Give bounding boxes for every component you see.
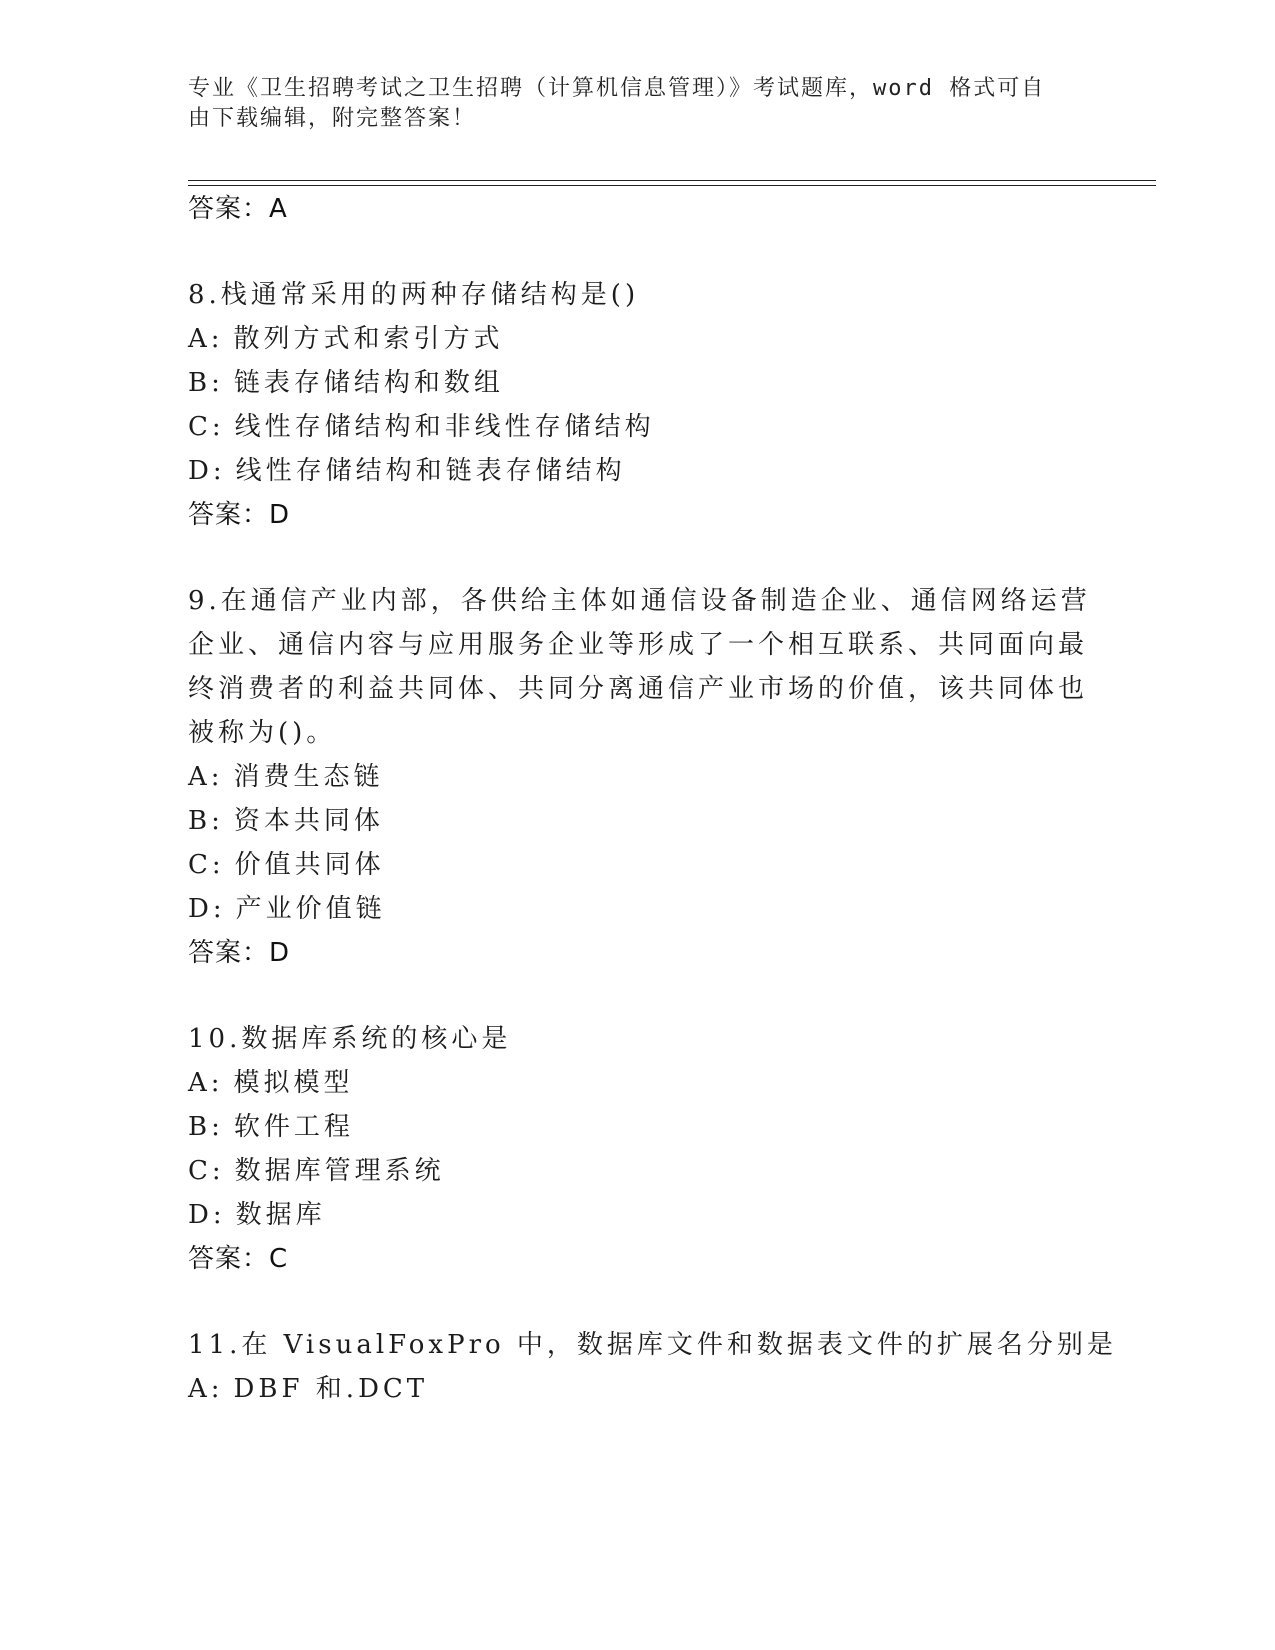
question-9-stem-line-3: 终消费者的利益共同体、共同分离通信产业市场的价值，该共同体也: [188, 674, 1089, 704]
option-label: A:: [188, 762, 224, 792]
option-label: A:: [188, 1068, 224, 1098]
question-11-stem: 11.在 VisualFoxPro 中，数据库文件和数据表文件的扩展名分别是: [188, 1330, 1117, 1360]
question-11-option-a: [188, 1368, 428, 1405]
option-text: 资本共同体: [233, 806, 384, 836]
option-text: 数据库管理系统: [234, 1156, 445, 1186]
question-10-option-b: [188, 1106, 354, 1143]
answer-q7: 答案：A: [188, 194, 288, 224]
option-label: D:: [188, 1200, 226, 1230]
question-8-stem: 8.栈通常采用的两种存储结构是(): [188, 280, 640, 310]
option-text: 线性存储结构和非线性存储结构: [234, 412, 655, 442]
header-rule-top: [188, 180, 1156, 181]
option-text: 线性存储结构和链表存储结构: [235, 456, 626, 486]
header-rule-bottom: [188, 185, 1156, 186]
question-8-option-b: [188, 362, 504, 399]
question-10-stem: 10.数据库系统的核心是: [188, 1024, 512, 1054]
option-label: B:: [188, 368, 224, 398]
option-label: A:: [188, 324, 224, 354]
option-label: C:: [188, 412, 225, 442]
question-8-option-d: [188, 450, 626, 487]
option-text: 数据库: [235, 1200, 326, 1230]
answer-q10: 答案：C: [188, 1244, 289, 1274]
option-label: A:: [188, 1374, 224, 1404]
option-label: B:: [188, 1112, 224, 1142]
option-label: C:: [188, 850, 225, 880]
question-8-option-c: [188, 406, 655, 443]
option-text: DBF 和.DCT: [233, 1374, 429, 1404]
question-10-option-c: [188, 1150, 445, 1187]
option-label: D:: [188, 894, 226, 924]
question-9-stem-line-1: 9.在通信产业内部，各供给主体如通信设备制造企业、通信网络运营: [188, 586, 1091, 616]
option-text: 软件工程: [233, 1112, 354, 1142]
question-9-option-b: [188, 800, 384, 837]
document-header: [188, 74, 1068, 134]
option-text: 链表存储结构和数组: [233, 368, 504, 398]
question-10-option-a: [188, 1062, 354, 1099]
question-9-option-d: [188, 888, 386, 925]
option-label: C:: [188, 1156, 225, 1186]
header-line-2: 由下载编辑，附完整答案！: [188, 106, 477, 131]
answer-q8: 答案：D: [188, 500, 291, 530]
question-10-option-d: [188, 1194, 326, 1231]
option-label: D:: [188, 456, 226, 486]
question-8-option-a: [188, 318, 504, 355]
question-9-option-a: [188, 756, 384, 793]
header-line-1: 专业《卫生招聘考试之卫生招聘（计算机信息管理）》考试题库，word 格式可自: [188, 76, 1046, 101]
option-text: 模拟模型: [233, 1068, 354, 1098]
option-text: 价值共同体: [234, 850, 385, 880]
answer-q9: 答案：D: [188, 938, 291, 968]
option-text: 产业价值链: [235, 894, 386, 924]
option-text: 消费生态链: [233, 762, 384, 792]
question-9-option-c: [188, 844, 385, 881]
option-label: B:: [188, 806, 224, 836]
question-9-stem-line-4: 被称为()。: [188, 718, 337, 748]
question-9-stem-line-2: 企业、通信内容与应用服务企业等形成了一个相互联系、共同面向最: [188, 630, 1089, 660]
option-text: 散列方式和索引方式: [233, 324, 504, 354]
